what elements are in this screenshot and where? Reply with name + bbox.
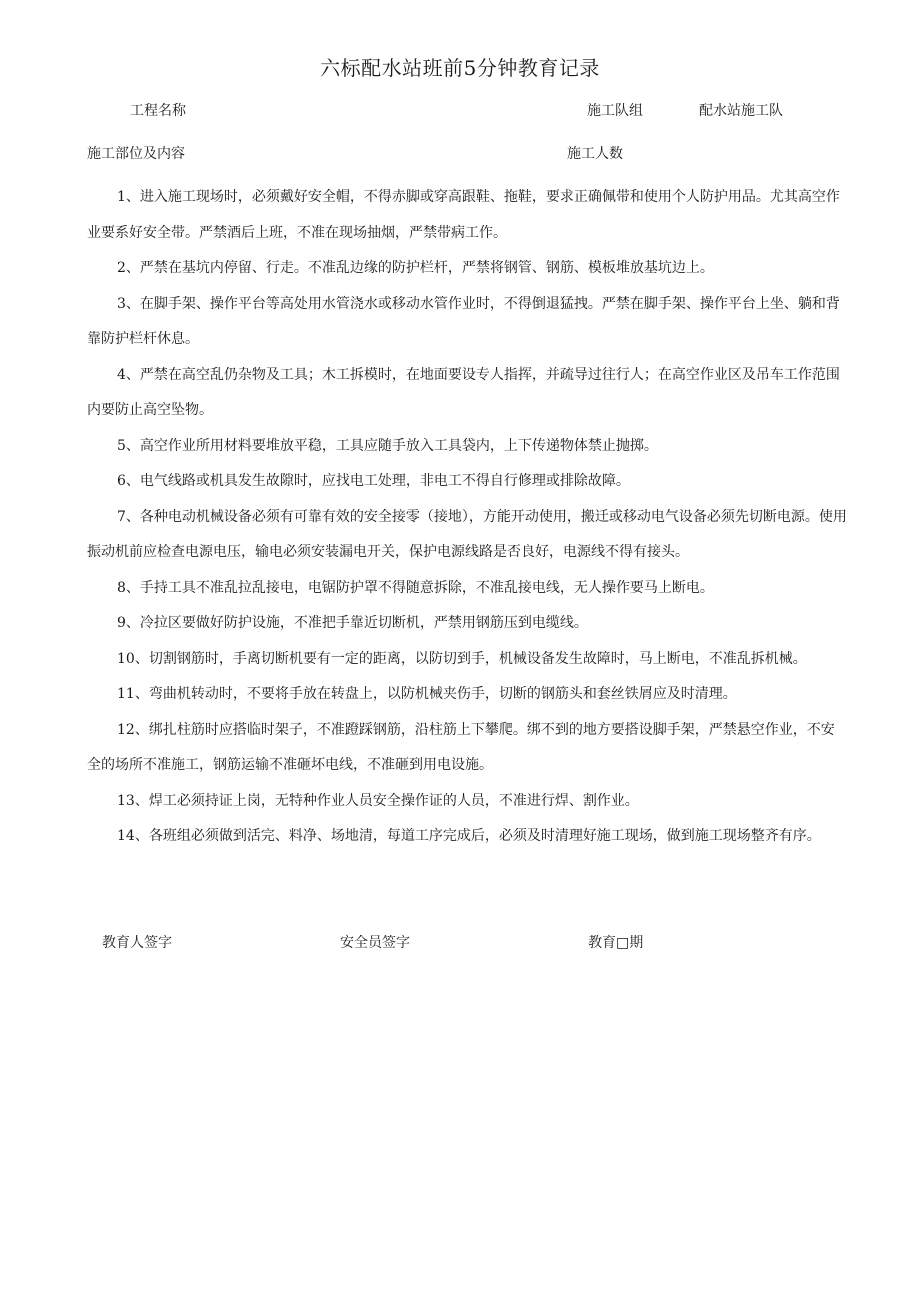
rule-item-1: 1、进入施工现场时，必须戴好安全帽，不得赤脚或穿高跟鞋、拖鞋，要求正确佩带和使用个人防护用品。尤其高空作业要系好安全带。严禁酒后上班，不准在现场抽烟，严禁带病工作。 [87,189,840,241]
rule-item-4: 4、严禁在高空乱仍杂物及工具；木工拆模时，在地面要设专人指挥，并疏导过往行人；在高空作业区及吊车工作范围内要防止高空坠物。 [87,366,840,418]
rule-item-11: 11、弯曲机转动时，不要将手放在转盘上，以防机械夹伤手，切断的钢筋头和套丝铁屑应及时清理。 [117,686,737,702]
rule-item-10: 10、切割钢筋时，手离切断机要有一定的距离，以防切到手，机械设备发生故障时，马上断电，不准乱拆机械。 [117,650,807,667]
team-value: 配水站施工队 [699,103,783,119]
location-label: 施工部位及内容 [87,146,185,162]
safety-officer-signature-label: 安全员签字 [340,935,410,951]
rule-item-9: 9、冷拉区要做好防护设施，不准把手靠近切断机，严禁用钢筋压到电缆线。 [117,615,588,631]
rule-item-2: 2、严禁在基坑内停留、行走。不准乱边缘的防护栏杆，严禁将钢管、钢筋、模板堆放基坑边上。 [117,260,714,276]
rule-item-6: 6、电气线路或机具发生故隙时，应找电工处理，非电工不得自行修理或排除故障。 [117,473,630,489]
education-date-label: 教育□期 [588,935,644,951]
rule-item-7: 7、各种电动机械设备必须有可靠有效的安全接零（接地），方能开动使用，搬迁或移动电气设备必须先切断电源。使用振动机前应检查电源电压，输电必须安装漏电开关，保护电源线路是否良好，电源线不得有接头。 [87,508,847,560]
safety-rules-list [87,180,847,855]
team-label: 施工队组 [587,103,643,119]
educator-signature-label: 教育人签字 [102,935,172,951]
page-title: 六标配水站班前5分钟教育记录 [320,56,600,80]
headcount-label: 施工人数 [567,146,623,162]
rule-item-14: 14、各班组必须做到活完、料净、场地清，每道工序完成后，必须及时清理好施工现场，做到施工现场整齐有序。 [117,828,821,844]
rule-item-12: 12、绑扎柱筋时应搭临时架子，不准蹬踩钢筋，沿柱筋上下攀爬。绑不到的地方要搭设脚手架，严禁悬空作业，不安全的场所不准施工，钢筋运输不准砸坏电线，不准砸到用电设施。 [87,721,835,773]
rule-item-3: 3、在脚手架、操作平台等高处用水管浇水或移动水管作业时，不得倒退猛拽。严禁在脚手架、操作平台上坐、躺和背靠防护栏杆休息。 [87,295,840,347]
rule-item-5: 5、高空作业所用材料要堆放平稳，工具应随手放入工具袋内，上下传递物体禁止抛掷。 [117,437,658,454]
rule-item-8: 8、手持工具不准乱拉乱接电，电锯防护罩不得随意拆除，不准乱接电线，无人操作要马上断电。 [117,579,714,596]
project-name-label: 工程名称 [130,103,186,119]
rule-item-13: 13、焊工必须持证上岗，无特种作业人员安全操作证的人员，不准进行焊、割作业。 [117,792,639,809]
